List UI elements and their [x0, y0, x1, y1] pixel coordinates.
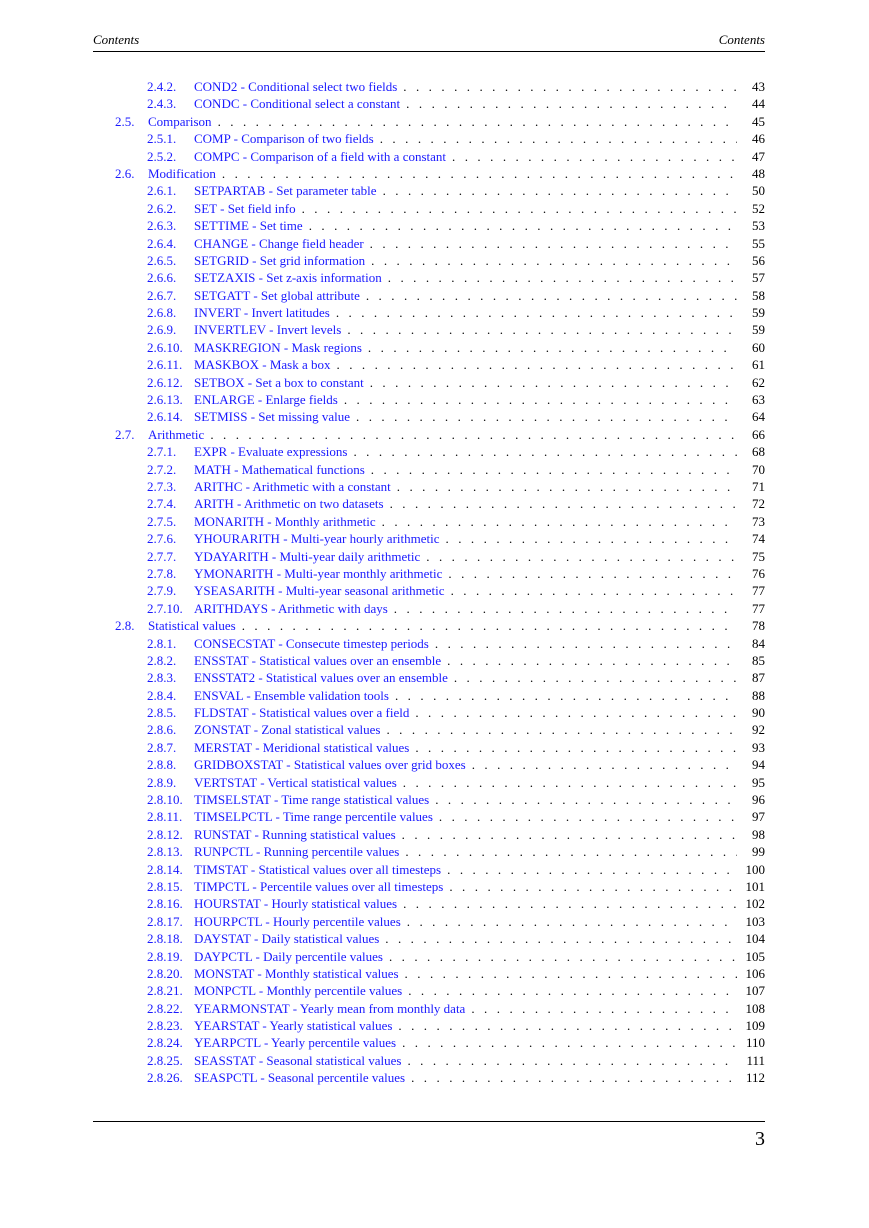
- toc-entry-page[interactable]: 68: [752, 444, 765, 460]
- toc-entry-title[interactable]: COMP - Comparison of two fields: [194, 131, 374, 147]
- toc-entry-page[interactable]: 84: [752, 635, 765, 651]
- toc-entry-number[interactable]: 2.7.5.: [147, 513, 177, 529]
- toc-entry-title[interactable]: YDAYARITH - Multi-year daily arithmetic: [194, 548, 421, 564]
- toc-entry[interactable]: [93, 478, 765, 495]
- toc-entry[interactable]: [93, 217, 765, 234]
- toc-entry-number[interactable]: 2.8.3.: [147, 670, 177, 686]
- toc-entry-title[interactable]: ENSSTAT - Statistical values over an ensemble: [194, 652, 442, 668]
- toc-leader-dots: [397, 478, 737, 495]
- toc-entry-title[interactable]: TIMPCTL - Percentile values over all timesteps: [194, 878, 444, 894]
- toc-leader-dots: [451, 582, 737, 599]
- toc-entry[interactable]: [93, 530, 765, 547]
- toc-entry-title[interactable]: MONPCTL - Monthly percentile values: [194, 983, 403, 999]
- toc-leader-dots: [471, 1000, 737, 1017]
- toc-entry-page[interactable]: 56: [752, 252, 765, 268]
- toc-entry-title[interactable]: Modification: [148, 165, 216, 181]
- toc-leader-dots: [371, 252, 737, 269]
- toc-entry[interactable]: [93, 861, 765, 878]
- toc-entry-number[interactable]: 2.6.6.: [147, 270, 177, 286]
- toc-entry-title[interactable]: COND2 - Conditional select two fields: [194, 79, 398, 94]
- toc-leader-dots: [382, 513, 737, 530]
- table-of-contents: [93, 78, 765, 1087]
- toc-leader-dots: [398, 1017, 737, 1034]
- toc-entry[interactable]: [93, 895, 765, 912]
- toc-entry-title[interactable]: FLDSTAT - Statistical values over a field: [194, 705, 410, 721]
- toc-entry-title[interactable]: YEARSTAT - Yearly statistical values: [194, 1018, 393, 1034]
- toc-entry[interactable]: [93, 617, 765, 634]
- toc-entry-page[interactable]: 58: [752, 287, 765, 303]
- toc-entry-number[interactable]: 2.7.7.: [147, 548, 177, 564]
- header-right-label: Contents: [718, 32, 765, 47]
- toc-entry-page[interactable]: 103: [745, 913, 765, 929]
- toc-leader-dots: [454, 669, 737, 686]
- toc-entry-title[interactable]: SEASSTAT - Seasonal statistical values: [194, 1052, 402, 1068]
- toc-entry-title[interactable]: ENSVAL - Ensemble validation tools: [194, 687, 389, 703]
- toc-leader-dots: [394, 600, 737, 617]
- toc-leader-dots: [344, 391, 737, 408]
- toc-entry-page[interactable]: 47: [752, 148, 765, 164]
- toc-entry[interactable]: [93, 95, 765, 112]
- toc-entry[interactable]: [93, 1069, 765, 1086]
- toc-leader-dots: [370, 235, 737, 252]
- toc-entry-title[interactable]: DAYPCTL - Daily percentile values: [194, 948, 383, 964]
- toc-leader-dots: [366, 287, 737, 304]
- toc-leader-dots: [210, 426, 737, 443]
- toc-entry-page[interactable]: 111: [746, 1052, 765, 1068]
- toc-leader-dots: [380, 130, 737, 147]
- toc-entry[interactable]: [93, 321, 765, 338]
- toc-entry-number[interactable]: 2.7.8.: [147, 565, 177, 581]
- toc-entry-page[interactable]: 110: [745, 1035, 765, 1051]
- toc-entry-number[interactable]: 2.8.17.: [147, 913, 183, 929]
- toc-entry-page[interactable]: 72: [752, 496, 765, 512]
- toc-leader-dots: [353, 443, 737, 460]
- toc-entry-page[interactable]: 75: [752, 548, 765, 564]
- toc-leader-dots: [447, 861, 737, 878]
- toc-entry-number[interactable]: 2.7.10.: [147, 600, 183, 616]
- toc-entry-title[interactable]: TIMSELPCTL - Time range percentile values: [194, 809, 433, 825]
- toc-entry-title[interactable]: ENSSTAT2 - Statistical values over an ensemble: [194, 670, 448, 686]
- toc-entry-title[interactable]: YEARMONSTAT - Yearly mean from monthly data: [194, 1000, 466, 1016]
- toc-entry-number[interactable]: 2.6.8.: [147, 305, 177, 321]
- toc-entry-page[interactable]: 71: [752, 478, 765, 494]
- toc-entry-page[interactable]: 112: [745, 1070, 765, 1086]
- toc-entry[interactable]: [93, 600, 765, 617]
- toc-entry-page[interactable]: 57: [752, 270, 765, 286]
- toc-leader-dots: [370, 374, 737, 391]
- toc-leader-dots: [405, 965, 737, 982]
- toc-leader-dots: [386, 721, 737, 738]
- toc-entry-number[interactable]: 2.8.21.: [147, 983, 183, 999]
- toc-leader-dots: [395, 687, 737, 704]
- toc-entry-number[interactable]: 2.8.23.: [147, 1018, 183, 1034]
- toc-entry-number[interactable]: 2.5.2.: [147, 148, 177, 164]
- toc-entry-number[interactable]: 2.5.1.: [147, 131, 177, 147]
- toc-entry-page[interactable]: 98: [752, 826, 765, 842]
- toc-entry-page[interactable]: 66: [752, 426, 765, 442]
- toc-entry-page[interactable]: 90: [752, 705, 765, 721]
- toc-entry-page[interactable]: 106: [745, 965, 765, 981]
- toc-entry-number[interactable]: 2.8.19.: [147, 948, 183, 964]
- toc-leader-dots: [405, 843, 737, 860]
- toc-entry-title[interactable]: MASKREGION - Mask regions: [194, 339, 362, 355]
- toc-entry-title[interactable]: MONSTAT - Monthly statistical values: [194, 965, 399, 981]
- toc-entry-number[interactable]: 2.7.2.: [147, 461, 177, 477]
- toc-entry-title[interactable]: ARITHC - Arithmetic with a constant: [194, 478, 391, 494]
- toc-leader-dots: [406, 95, 737, 112]
- toc-entry-page[interactable]: 46: [752, 131, 765, 147]
- toc-entry-title[interactable]: CHANGE - Change field header: [194, 235, 364, 251]
- toc-entry-page[interactable]: 63: [752, 392, 765, 408]
- toc-entry[interactable]: [93, 408, 765, 425]
- running-header: [93, 32, 765, 52]
- toc-entry[interactable]: [93, 669, 765, 686]
- toc-entry-page[interactable]: 44: [752, 96, 765, 112]
- toc-entry-number[interactable]: 2.5.: [115, 113, 135, 129]
- toc-entry-number[interactable]: 2.6.5.: [147, 252, 177, 268]
- toc-entry-page[interactable]: 77: [752, 583, 765, 599]
- toc-leader-dots: [449, 878, 737, 895]
- toc-entry-title[interactable]: COMPC - Comparison of a field with a constant: [194, 148, 447, 164]
- toc-entry-page[interactable]: 99: [752, 844, 765, 860]
- toc-entry[interactable]: [93, 182, 765, 199]
- toc-entry-page[interactable]: 88: [752, 687, 765, 703]
- toc-entry-number[interactable]: 2.8.11.: [147, 809, 183, 825]
- toc-entry-title[interactable]: CONSECSTAT - Consecute timestep periods: [194, 635, 429, 651]
- toc-entry-number[interactable]: 2.6.12.: [147, 374, 183, 390]
- toc-entry-title[interactable]: YEARPCTL - Yearly percentile values: [194, 1035, 397, 1051]
- toc-leader-dots: [407, 1052, 737, 1069]
- toc-entry-page[interactable]: 61: [752, 357, 765, 373]
- toc-entry-page[interactable]: 107: [745, 983, 765, 999]
- toc-entry[interactable]: [93, 235, 765, 252]
- toc-entry-title[interactable]: RUNPCTL - Running percentile values: [194, 844, 400, 860]
- toc-leader-dots: [336, 304, 737, 321]
- toc-entry[interactable]: [93, 130, 765, 147]
- toc-entry[interactable]: [93, 843, 765, 860]
- toc-entry[interactable]: [93, 200, 765, 217]
- toc-entry[interactable]: [93, 1052, 765, 1069]
- toc-entry-page[interactable]: 87: [752, 670, 765, 686]
- toc-entry-page[interactable]: 95: [752, 774, 765, 790]
- toc-entry-number[interactable]: 2.8.16.: [147, 896, 183, 912]
- toc-leader-dots: [402, 1034, 737, 1051]
- toc-entry-number[interactable]: 2.8.10.: [147, 792, 183, 808]
- toc-entry[interactable]: [93, 565, 765, 582]
- toc-entry-title[interactable]: MATH - Mathematical functions: [194, 461, 365, 477]
- toc-entry[interactable]: [93, 652, 765, 669]
- toc-entry[interactable]: [93, 704, 765, 721]
- toc-entry[interactable]: [93, 339, 765, 356]
- toc-entry-number[interactable]: 2.7.6.: [147, 531, 177, 547]
- toc-entry[interactable]: [93, 548, 765, 565]
- toc-entry-page[interactable]: 55: [752, 235, 765, 251]
- toc-entry[interactable]: [93, 982, 765, 999]
- toc-entry[interactable]: [93, 252, 765, 269]
- toc-entry[interactable]: [93, 391, 765, 408]
- toc-entry-title[interactable]: GRIDBOXSTAT - Statistical values over grid boxes: [194, 757, 466, 773]
- toc-entry[interactable]: [93, 774, 765, 791]
- toc-entry-title[interactable]: SETTIME - Set time: [194, 218, 303, 234]
- toc-entry-number[interactable]: 2.6.4.: [147, 235, 177, 251]
- toc-entry-title[interactable]: SEASPCTL - Seasonal percentile values: [194, 1070, 406, 1086]
- toc-entry-number[interactable]: 2.8.25.: [147, 1052, 183, 1068]
- toc-entry[interactable]: [93, 78, 765, 95]
- toc-entry[interactable]: [93, 878, 765, 895]
- toc-entry-number[interactable]: 2.8.18.: [147, 931, 183, 947]
- page-number: 3: [755, 1128, 765, 1150]
- toc-entry[interactable]: [93, 461, 765, 478]
- toc-leader-dots: [403, 895, 737, 912]
- toc-entry-number[interactable]: 2.4.2.: [147, 79, 177, 94]
- toc-entry-page[interactable]: 109: [745, 1018, 765, 1034]
- toc-leader-dots: [435, 635, 737, 652]
- toc-leader-dots: [446, 530, 737, 547]
- toc-entry-page[interactable]: 64: [752, 409, 765, 425]
- toc-entry-title[interactable]: ARITH - Arithmetic on two datasets: [194, 496, 384, 512]
- toc-entry-title[interactable]: ZONSTAT - Zonal statistical values: [194, 722, 381, 738]
- toc-leader-dots: [337, 356, 738, 373]
- toc-entry[interactable]: [93, 948, 765, 965]
- toc-entry-number[interactable]: 2.8.12.: [147, 826, 183, 842]
- toc-leader-dots: [309, 217, 737, 234]
- toc-entry[interactable]: [93, 791, 765, 808]
- toc-entry[interactable]: [93, 808, 765, 825]
- toc-entry-number[interactable]: 2.4.3.: [147, 96, 177, 112]
- toc-leader-dots: [383, 182, 737, 199]
- toc-entry-number[interactable]: 2.7.1.: [147, 444, 177, 460]
- toc-entry-page[interactable]: 76: [752, 565, 765, 581]
- toc-leader-dots: [389, 948, 737, 965]
- toc-leader-dots: [415, 739, 737, 756]
- toc-entry-title[interactable]: SETBOX - Set a box to constant: [194, 374, 364, 390]
- toc-entry-title[interactable]: HOURPCTL - Hourly percentile values: [194, 913, 401, 929]
- toc-entry-number[interactable]: 2.8.: [115, 618, 135, 634]
- toc-entry-page[interactable]: 94: [752, 757, 765, 773]
- toc-entry-title[interactable]: VERTSTAT - Vertical statistical values: [194, 774, 397, 790]
- toc-entry-title[interactable]: Comparison: [148, 113, 212, 129]
- toc-entry-page[interactable]: 78: [752, 618, 765, 634]
- toc-leader-dots: [302, 200, 737, 217]
- toc-entry-number[interactable]: 2.6.2.: [147, 200, 177, 216]
- toc-entry-page[interactable]: 102: [745, 896, 765, 912]
- toc-entry-number[interactable]: 2.6.11.: [147, 357, 183, 373]
- footer-rule: [93, 1121, 765, 1122]
- toc-entry-title[interactable]: TIMSELSTAT - Time range statistical values: [194, 792, 430, 808]
- toc-entry-number[interactable]: 2.8.5.: [147, 705, 177, 721]
- toc-entry-number[interactable]: 2.7.4.: [147, 496, 177, 512]
- toc-leader-dots: [435, 791, 737, 808]
- toc-entry-number[interactable]: 2.6.10.: [147, 339, 183, 355]
- toc-leader-dots: [403, 78, 737, 95]
- toc-leader-dots: [218, 113, 737, 130]
- toc-leader-dots: [388, 269, 737, 286]
- toc-entry-title[interactable]: INVERT - Invert latitudes: [194, 305, 330, 321]
- toc-leader-dots: [371, 461, 737, 478]
- toc-entry-title[interactable]: MONARITH - Monthly arithmetic: [194, 513, 376, 529]
- toc-entry-number[interactable]: 2.8.15.: [147, 878, 183, 894]
- toc-leader-dots: [356, 408, 737, 425]
- toc-entry[interactable]: [93, 148, 765, 165]
- toc-entry-title[interactable]: HOURSTAT - Hourly statistical values: [194, 896, 398, 912]
- toc-entry-number[interactable]: 2.8.8.: [147, 757, 177, 773]
- toc-entry[interactable]: [93, 913, 765, 930]
- toc-entry-title[interactable]: TIMSTAT - Statistical values over all timesteps: [194, 861, 442, 877]
- toc-entry-title[interactable]: CONDC - Conditional select a constant: [194, 96, 401, 112]
- toc-leader-dots: [472, 756, 737, 773]
- toc-entry-page[interactable]: 97: [752, 809, 765, 825]
- toc-entry[interactable]: [93, 304, 765, 321]
- toc-entry[interactable]: [93, 374, 765, 391]
- toc-entry[interactable]: [93, 513, 765, 530]
- toc-leader-dots: [403, 774, 737, 791]
- toc-entry[interactable]: [93, 756, 765, 773]
- toc-entry[interactable]: [93, 721, 765, 738]
- toc-entry-title[interactable]: ENLARGE - Enlarge fields: [194, 392, 338, 408]
- toc-leader-dots: [347, 321, 737, 338]
- toc-entry-number[interactable]: 2.7.3.: [147, 478, 177, 494]
- toc-entry-page[interactable]: 43: [752, 79, 765, 94]
- toc-entry[interactable]: [93, 269, 765, 286]
- toc-entry-title[interactable]: YHOURARITH - Multi-year hourly arithmetic: [194, 531, 440, 547]
- toc-entry-title[interactable]: EXPR - Evaluate expressions: [194, 444, 348, 460]
- toc-entry-page[interactable]: 104: [745, 931, 765, 947]
- toc-leader-dots: [407, 913, 737, 930]
- toc-entry-page[interactable]: 70: [752, 461, 765, 477]
- toc-entry-number[interactable]: 2.8.20.: [147, 965, 183, 981]
- toc-entry-page[interactable]: 96: [752, 792, 765, 808]
- toc-leader-dots: [411, 1069, 737, 1086]
- toc-entry-number[interactable]: 2.8.1.: [147, 635, 177, 651]
- toc-entry-page[interactable]: 92: [752, 722, 765, 738]
- toc-entry-number[interactable]: 2.8.6.: [147, 722, 177, 738]
- toc-leader-dots: [222, 165, 737, 182]
- toc-entry[interactable]: [93, 113, 765, 130]
- toc-entry-page[interactable]: 62: [752, 374, 765, 390]
- toc-entry-title[interactable]: SETGRID - Set grid information: [194, 252, 366, 268]
- toc-entry-number[interactable]: 2.8.4.: [147, 687, 177, 703]
- toc-entry-number[interactable]: 2.8.7.: [147, 739, 177, 755]
- toc-entry-number[interactable]: 2.7.9.: [147, 583, 177, 599]
- toc-entry-number[interactable]: 2.6.: [115, 165, 135, 181]
- toc-entry[interactable]: [93, 356, 765, 373]
- toc-entry-page[interactable]: 59: [752, 322, 765, 338]
- toc-entry-title[interactable]: YMONARITH - Multi-year monthly arithmetic: [194, 565, 443, 581]
- toc-entry-number[interactable]: 2.6.13.: [147, 392, 183, 408]
- toc-entry-number[interactable]: 2.8.2.: [147, 652, 177, 668]
- toc-entry-title[interactable]: MERSTAT - Meridional statistical values: [194, 739, 410, 755]
- toc-entry-title[interactable]: SETPARTAB - Set parameter table: [194, 183, 377, 199]
- toc-entry[interactable]: [93, 635, 765, 652]
- toc-entry-number[interactable]: 2.8.22.: [147, 1000, 183, 1016]
- toc-entry[interactable]: [93, 287, 765, 304]
- toc-entry-page[interactable]: 93: [752, 739, 765, 755]
- toc-entry-page[interactable]: 77: [752, 600, 765, 616]
- toc-entry-number[interactable]: 2.8.9.: [147, 774, 177, 790]
- toc-entry-page[interactable]: 60: [752, 339, 765, 355]
- toc-leader-dots: [452, 148, 737, 165]
- toc-entry[interactable]: [93, 426, 765, 443]
- toc-entry-title[interactable]: INVERTLEV - Invert levels: [194, 322, 342, 338]
- toc-entry[interactable]: [93, 826, 765, 843]
- header-left-label: Contents: [93, 32, 140, 47]
- toc-leader-dots: [390, 495, 737, 512]
- toc-leader-dots: [447, 652, 737, 669]
- toc-entry-number[interactable]: 2.6.7.: [147, 287, 177, 303]
- toc-leader-dots: [408, 982, 737, 999]
- toc-entry[interactable]: [93, 965, 765, 982]
- toc-entry[interactable]: [93, 582, 765, 599]
- toc-entry-page[interactable]: 45: [752, 113, 765, 129]
- toc-entry-number[interactable]: 2.6.3.: [147, 218, 177, 234]
- toc-entry[interactable]: [93, 930, 765, 947]
- toc-entry-page[interactable]: 105: [745, 948, 765, 964]
- toc-entry-page[interactable]: 108: [745, 1000, 765, 1016]
- toc-entry-page[interactable]: 52: [752, 200, 765, 216]
- toc-entry-title[interactable]: MASKBOX - Mask a box: [194, 357, 331, 373]
- toc-entry-title[interactable]: SETGATT - Set global attribute: [194, 287, 360, 303]
- toc-entry-page[interactable]: 101: [745, 878, 765, 894]
- toc-entry-page[interactable]: 53: [752, 218, 765, 234]
- toc-entry-page[interactable]: 73: [752, 513, 765, 529]
- toc-entry[interactable]: [93, 739, 765, 756]
- toc-entry[interactable]: [93, 1017, 765, 1034]
- toc-leader-dots: [415, 704, 737, 721]
- toc-leader-dots: [368, 339, 737, 356]
- toc-entry-page[interactable]: 50: [752, 183, 765, 199]
- toc-leader-dots: [448, 565, 737, 582]
- toc-entry-title[interactable]: Statistical values: [148, 618, 236, 634]
- toc-entry-page[interactable]: 74: [752, 531, 765, 547]
- toc-entry[interactable]: [93, 687, 765, 704]
- toc-entry-title[interactable]: ARITHDAYS - Arithmetic with days: [194, 600, 388, 616]
- toc-entry-page[interactable]: 59: [752, 305, 765, 321]
- toc-entry-title[interactable]: YSEASARITH - Multi-year seasonal arithmetic: [194, 583, 445, 599]
- toc-entry-number[interactable]: 2.8.26.: [147, 1070, 183, 1086]
- toc-entry[interactable]: [93, 443, 765, 460]
- toc-leader-dots: [439, 808, 737, 825]
- toc-entry-number[interactable]: 2.6.9.: [147, 322, 177, 338]
- toc-entry-number[interactable]: 2.8.24.: [147, 1035, 183, 1051]
- toc-entry-page[interactable]: 100: [745, 861, 765, 877]
- toc-leader-dots: [426, 548, 737, 565]
- toc-entry-title[interactable]: SETMISS - Set missing value: [194, 409, 351, 425]
- toc-entry-number[interactable]: 2.8.14.: [147, 861, 183, 877]
- toc-entry[interactable]: [93, 1000, 765, 1017]
- toc-leader-dots: [402, 826, 737, 843]
- toc-entry-number[interactable]: 2.6.14.: [147, 409, 183, 425]
- toc-entry-title[interactable]: SET - Set field info: [194, 200, 296, 216]
- toc-entry-title[interactable]: DAYSTAT - Daily statistical values: [194, 931, 380, 947]
- toc-entry[interactable]: [93, 165, 765, 182]
- toc-entry-title[interactable]: SETZAXIS - Set z-axis information: [194, 270, 382, 286]
- toc-leader-dots: [242, 617, 737, 634]
- toc-entry[interactable]: [93, 1034, 765, 1051]
- toc-leader-dots: [385, 930, 737, 947]
- toc-entry-page[interactable]: 85: [752, 652, 765, 668]
- toc-entry-number[interactable]: 2.6.1.: [147, 183, 177, 199]
- toc-entry-page[interactable]: 48: [752, 165, 765, 181]
- toc-entry-number[interactable]: 2.7.: [115, 426, 135, 442]
- toc-entry[interactable]: [93, 495, 765, 512]
- toc-entry-title[interactable]: RUNSTAT - Running statistical values: [194, 826, 396, 842]
- toc-entry-number[interactable]: 2.8.13.: [147, 844, 183, 860]
- toc-entry-title[interactable]: Arithmetic: [148, 426, 205, 442]
